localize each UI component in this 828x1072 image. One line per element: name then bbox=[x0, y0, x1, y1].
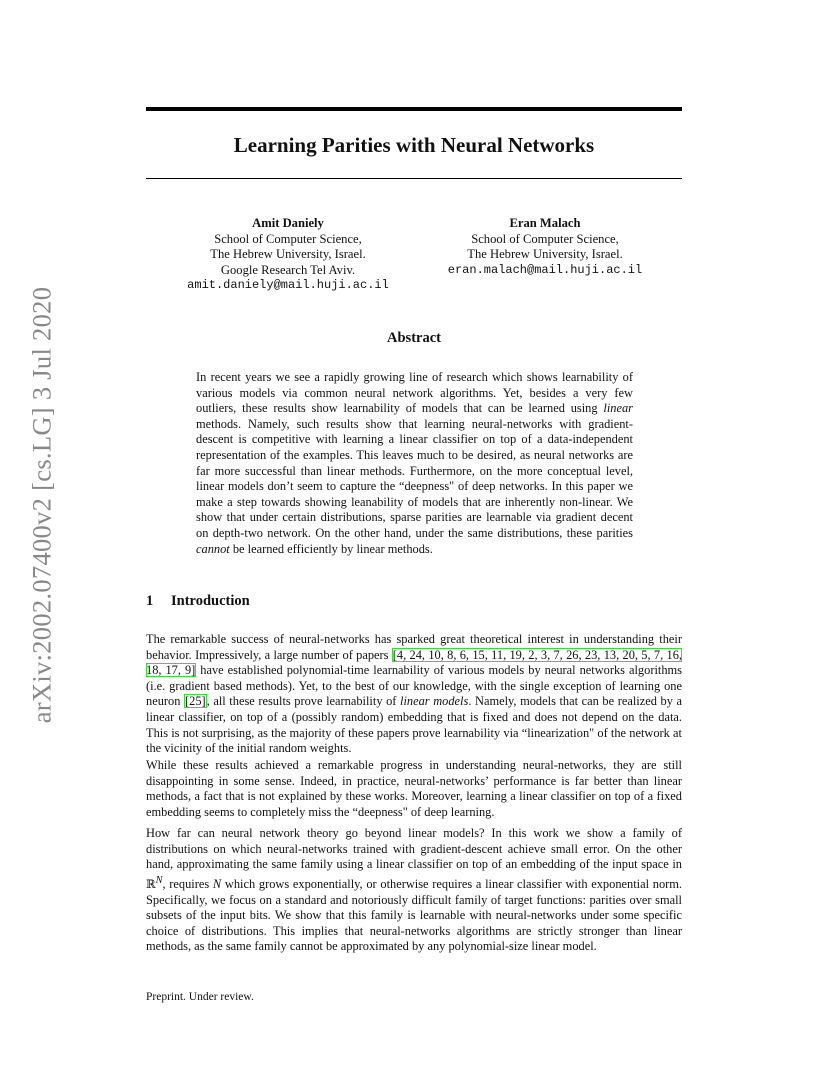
author-name: Eran Malach bbox=[509, 216, 581, 230]
arxiv-identifier: arXiv:2002.07400v2 [cs.LG] 3 Jul 2020 bbox=[26, 286, 57, 724]
author-affiliation: School of Computer Science, bbox=[471, 231, 619, 246]
paragraph-text: have established polynomial-time learnability of various models by neural networks algorithms (i.e. gradient based methods). Yet, to the best of our knowledge, with the single exception of learning one neuron bbox=[146, 663, 682, 709]
author-block-1 bbox=[160, 216, 416, 294]
abstract-emphasis: cannot bbox=[196, 541, 230, 556]
section-number: 1 bbox=[146, 593, 154, 609]
paragraph-text: which grows exponentially, or otherwise requires a linear classifier with exponential norm. Specifically, we focus on a standard and notoriously difficult family of target functions: parities over small subsets of the input bits. We show that this family is learnable with neural-networks under some specific choice of distributions. This implies that neural-networks algorithms are strictly stronger than linear methods, as the same family cannot be approximated by any polynomial-size linear model. bbox=[146, 876, 683, 954]
abstract-emphasis: linear bbox=[603, 401, 633, 416]
author-email[interactable]: amit.daniely@mail.huji.ac.il bbox=[187, 278, 389, 292]
paragraph-text: How far can neural network theory go beyond linear models? In this work we show a family of distributions on which neural-networks trained with gradient-descent achieve small error. On the other hand, approximating the same family using a linear classifier on top of an embedding of the input space in bbox=[146, 826, 682, 872]
space-exponent: N bbox=[155, 874, 163, 886]
abstract-text-part: methods. Namely, such results show that learning neural-networks with gradient-descent is competitive with learning a linear classifier on top of a data-independent representation of the examples. This leaves much to be desired, as neural networks are far more successful than linear methods. Furthermore, on the more conceptual level, linear models don’t seem to capture the “deepness" of deep networks. In this paper we make a step towards showing leanability of models that are inherently non-linear. We show that under certain distributions, sparse parities are learnable via gradient decent on depth-two network. On the other hand, under the same distributions, these parities bbox=[196, 416, 633, 540]
paragraph-text: , all these results prove learnability of bbox=[206, 694, 401, 709]
paragraph-text: . Namely, models that can be realized by a linear classifier, on top of a (possibly random) embedding that is fixed and does not depend on the data. This is not surprising, as the majority of these papers prove learnability via “linearization" of the network at the vicinity of the initial random weights. bbox=[146, 694, 682, 756]
section-title: Introduction bbox=[171, 593, 250, 609]
section-heading bbox=[146, 592, 250, 610]
abstract-text-part: In recent years we see a rapidly growing line of research which shows learnability of various models via common neural network algorithms. Yet, besides a very few outliers, these results show learnability of models that can be learned using bbox=[196, 370, 633, 416]
paragraph-text: , requires bbox=[162, 876, 213, 891]
author-affiliation: School of Computer Science, bbox=[214, 231, 362, 246]
author-affiliation: The Hebrew University, Israel. bbox=[467, 247, 623, 261]
paragraph-text: The remarkable success of neural-networks has sparked great theoretical interest in understanding their behavior. Impressively, a large number of papers bbox=[146, 632, 682, 662]
author-email[interactable]: eran.malach@mail.huji.ac.il bbox=[447, 262, 643, 277]
intro-paragraph-2: While these results achieved a remarkable progress in understanding neural-networks, they are still disappointing in some sense. Indeed, in practice, neural-networks’ performance is far better than linear methods, a fact that is not explained by these works. Moreover, learning a linear classifier on top of a fixed embedding seems to completely miss the “deepness" of deep learning. bbox=[146, 758, 682, 819]
emphasis-text: linear models bbox=[400, 694, 469, 709]
abstract-text-part: be learned efficiently by linear methods. bbox=[229, 541, 433, 556]
page-footer: Preprint. Under review. bbox=[146, 991, 254, 1003]
citation-link[interactable]: [25] bbox=[185, 694, 206, 709]
author-name: Amit Daniely bbox=[252, 216, 324, 230]
citation-links[interactable]: [4, 24, 10, 8, 6, 15, 11, 19, 2, 3, 7, 26, 23, 13, 20, 5, 7, 16, 18, 17, 9] bbox=[146, 647, 682, 678]
author-block-2 bbox=[420, 216, 670, 278]
author-affiliation: Google Research Tel Aviv. bbox=[220, 262, 356, 277]
intro-paragraph-1 bbox=[146, 632, 682, 757]
abstract-heading: Abstract bbox=[387, 330, 441, 346]
title-bottom-rule bbox=[146, 178, 682, 179]
abstract-text bbox=[196, 370, 633, 557]
title-top-rule bbox=[146, 107, 682, 111]
intro-paragraph-3 bbox=[146, 826, 682, 955]
author-affiliation: The Hebrew University, Israel. bbox=[210, 247, 366, 261]
real-space-symbol: ℝ bbox=[146, 876, 156, 891]
paper-title: Learning Parities with Neural Networks bbox=[233, 133, 595, 157]
math-variable: N bbox=[212, 876, 222, 891]
